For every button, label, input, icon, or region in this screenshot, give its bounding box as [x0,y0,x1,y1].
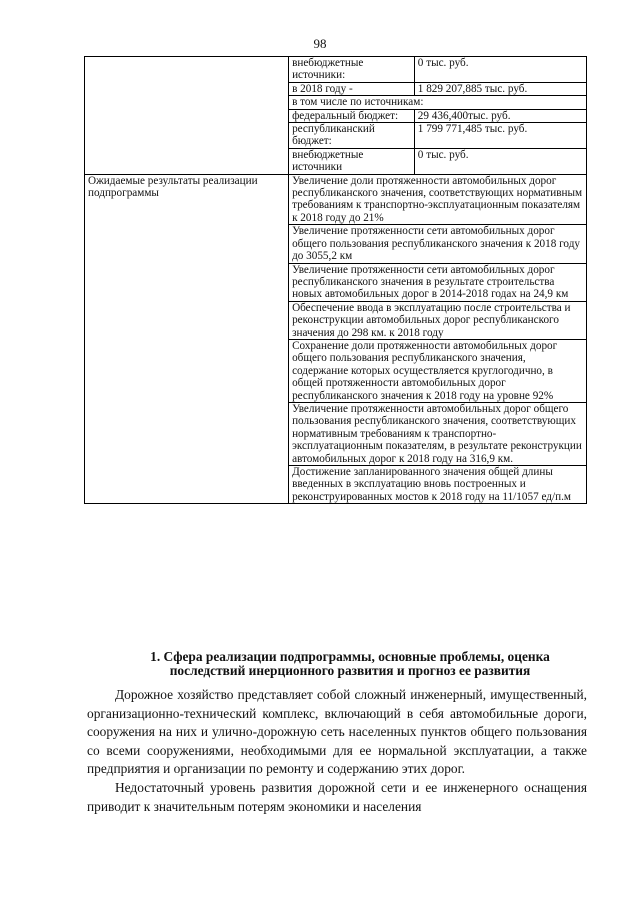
funding-label: внебюджетные источники: [289,57,415,83]
source-label: федеральный бюджет: [289,109,415,122]
results-label: Ожидаемые результаты реализации подпрограммы [85,174,289,504]
source-label: республиканский бюджет: [289,123,415,149]
result-item: Достижение запланированного значения общей длины введенных в эксплуатацию вновь построенных и реконструированных мостов к 2018 году на 11/1057 ед/п.м [289,466,587,504]
paragraph: Дорожное хозяйство представляет собой сложный инженерный, имущественный, организационно-технический комплекс, включающий в себя автомобильные дороги, сооружения на них и улично-дорожную сеть населенных пунктов общего пользования со всеми сооружениями, необходимыми для ее нормальной эксплуатации, а также предприятия и организации по ремонту и содержанию этих дорог. [87,687,587,777]
result-item: Сохранение доли протяженности автомобильных дорог общего пользования республиканского значения, содержание которых осуществляется круглогодично, в общей протяженности автомобильных дорог республиканского значения к 2018 году на уровне 92% [289,339,587,402]
source-value: 29 436,400тыс. руб. [414,109,586,122]
page-number: 98 [313,36,327,51]
table-row [85,57,587,83]
source-value: 0 тыс. руб. [414,148,586,174]
funding-label: в 2018 году - [289,82,415,95]
result-item: Обеспечение ввода в эксплуатацию после строительства и реконструкции автомобильных дорог республиканского значения до 298 км. к 2018 году [289,301,587,339]
result-item: Увеличение протяженности сети автомобильных дорог республиканского значения в результате строительства новых автомобильных дорог в 2014-2018 годах на 24,9 км [289,263,587,301]
section-heading: 1. Сфера реализации подпрограммы, основные проблемы, оценка последствий инерционного развития и прогноз ее развития [150,649,550,678]
funding-value: 0 тыс. руб. [414,57,586,83]
by-source-label: в том числе по источникам: [289,96,587,109]
body-text [87,686,587,816]
result-item: Увеличение протяженности сети автомобильных дорог общего пользования республиканского значения к 2018 году до 3055,2 км [289,225,587,263]
paragraph: Недостаточный уровень развития дорожной сети и ее инженерного оснащения приводит к значительным потерям экономики и населения [87,779,587,814]
empty-cell [85,57,289,175]
result-item: Увеличение доли протяженности автомобильных дорог республиканского значения, соответствующих нормативным требованиям к транспортно-эксплуатационным показателям к 2018 году до 21% [289,174,587,225]
source-label: внебюджетные источники [289,148,415,174]
passport-table [84,56,587,504]
result-item: Увеличение протяженности автомобильных дорог общего пользования республиканского значения, соответствующих нормативным требованиям к транспортно-эксплуатационным показателям, в результате реконструкции автомобильных дорог к 2018 году на 316,9 км. [289,402,587,465]
source-value: 1 799 771,485 тыс. руб. [414,123,586,149]
funding-value: 1 829 207,885 тыс. руб. [414,82,586,95]
table-row [85,174,587,225]
